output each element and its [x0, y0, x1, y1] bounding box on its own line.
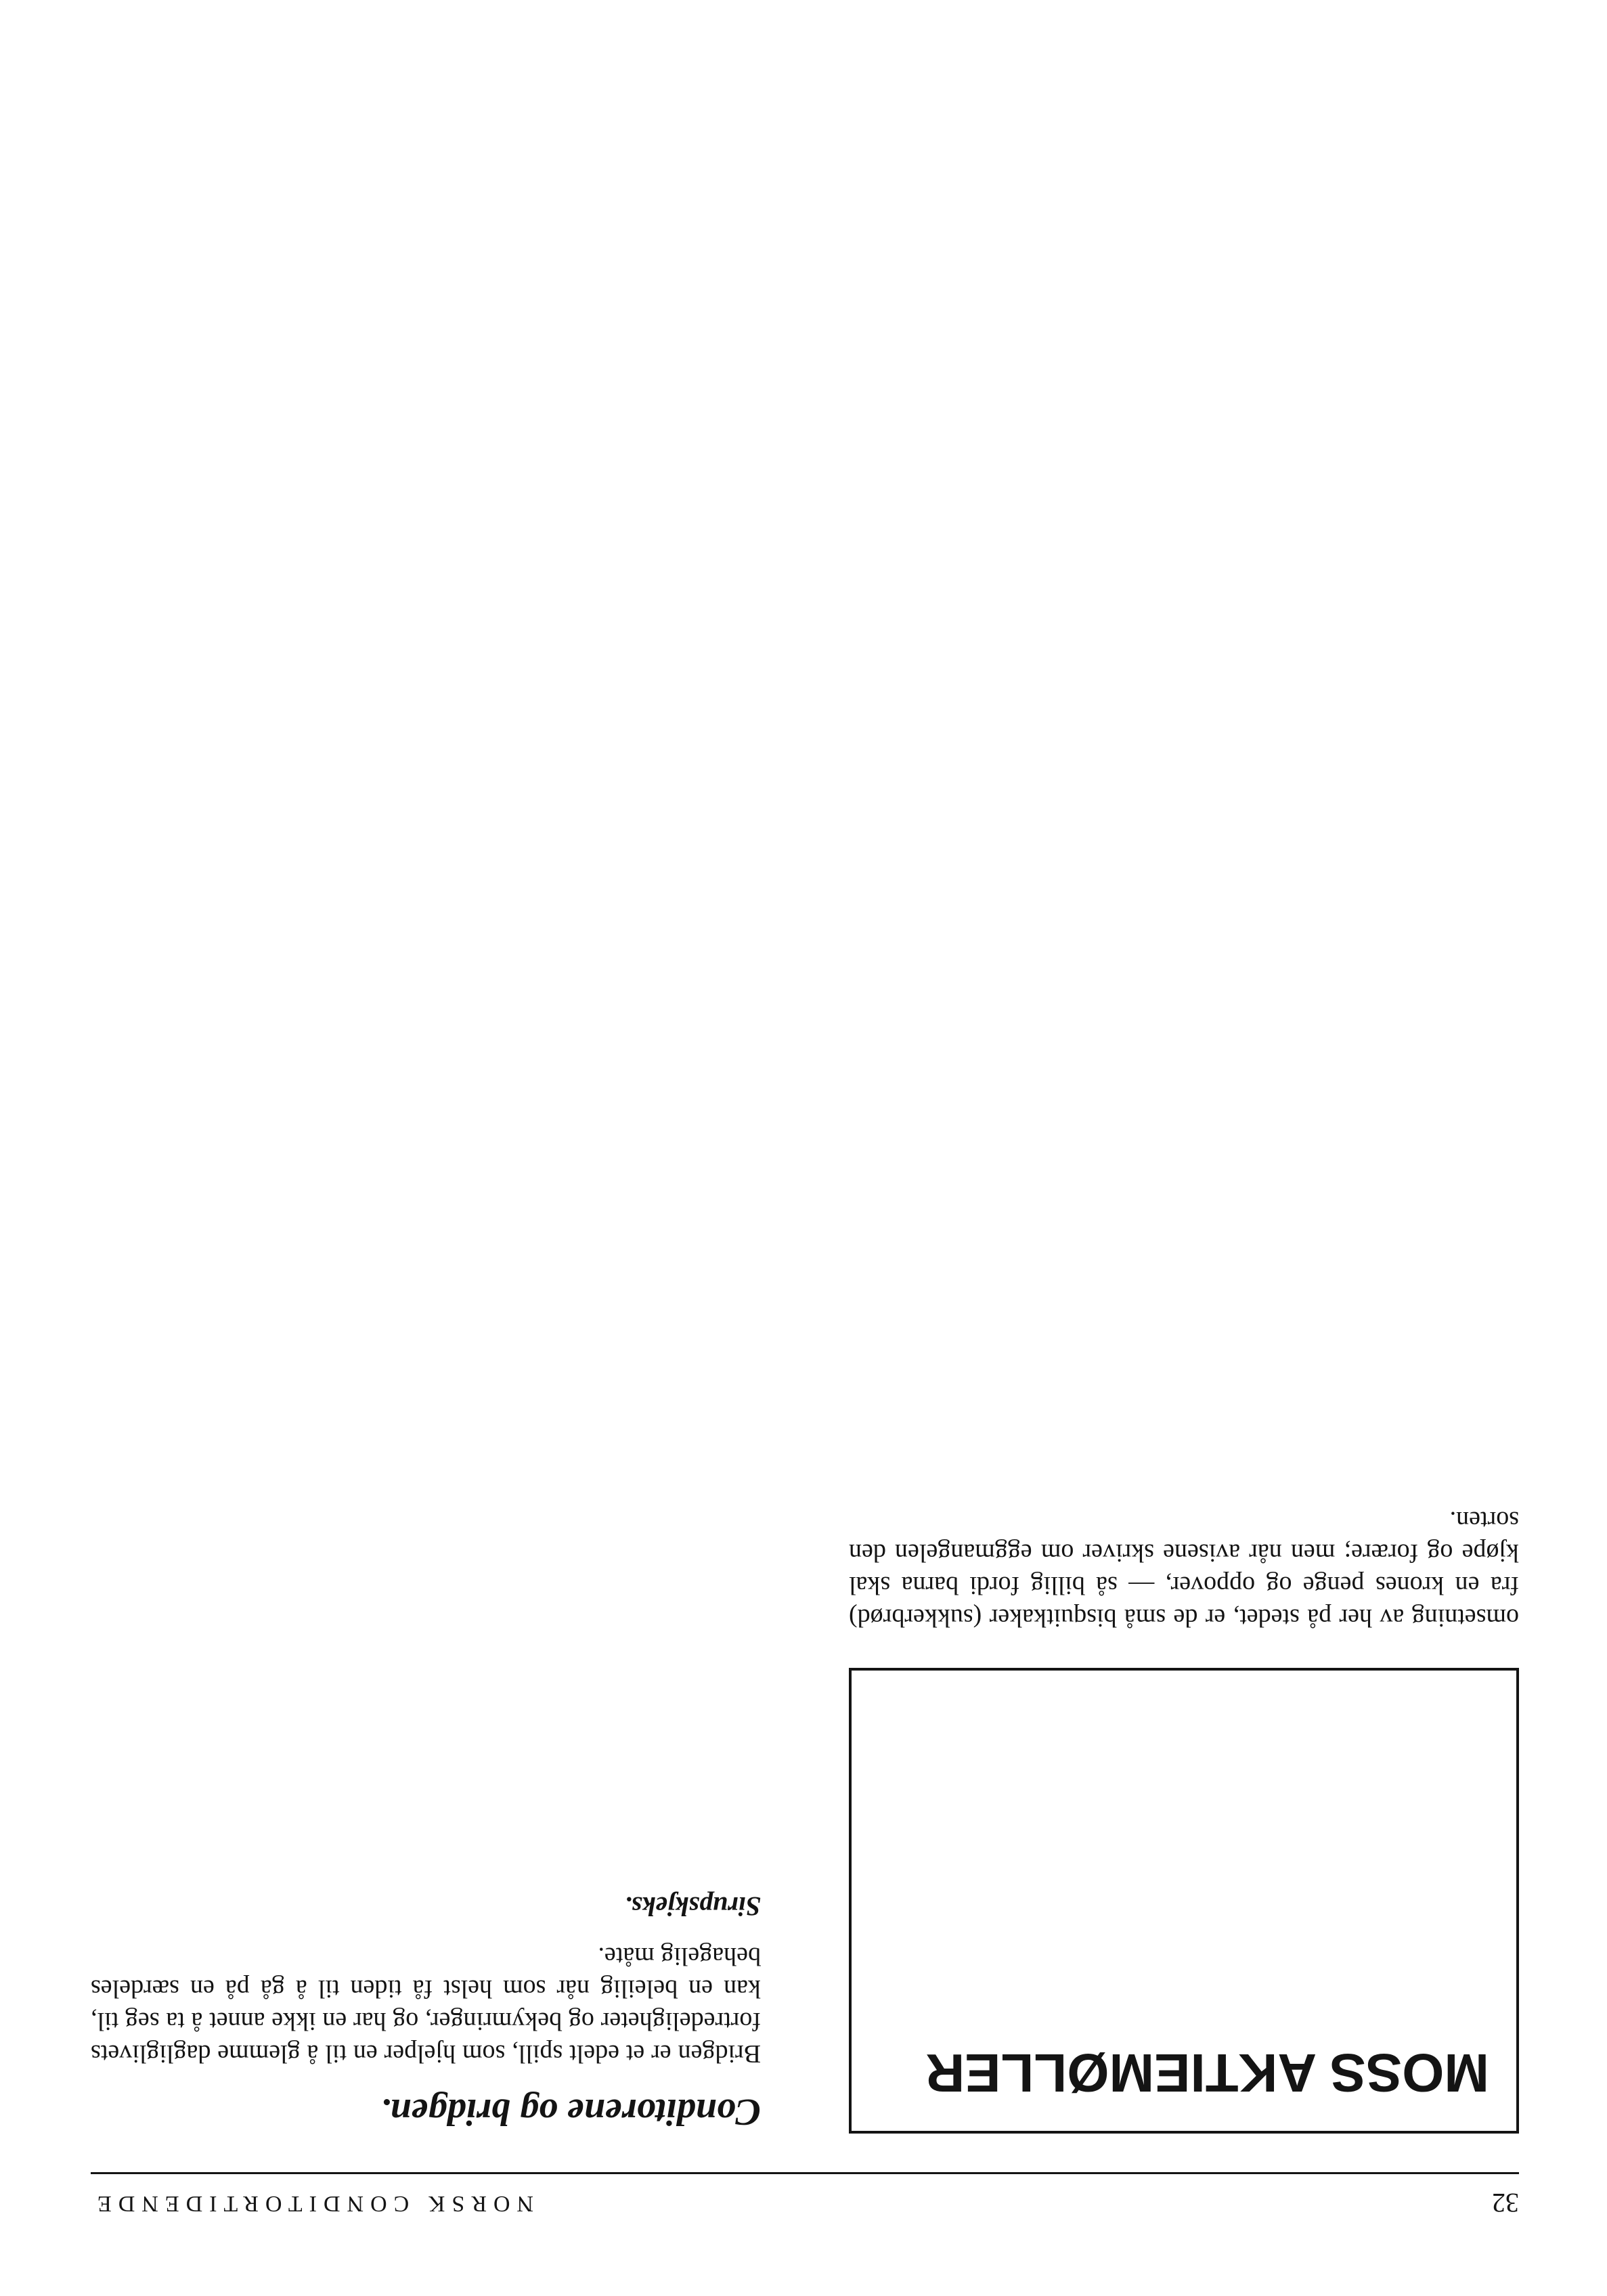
- body-paragraph: omsetning av her på stedet, er de små bisquitkaker (sukkerbrød) fra en krones penge og oppover, — så billig fordi barna skal kjøpe og forære; men når avisene skriver om eggmangelen den sorten.: [849, 1506, 1519, 1632]
- body-paragraph: Bridgen er et edelt spill, som hjelper en til å glemme dagliglivets fortredeligheter og bekymringer, og har en ikke annet å ta seg til, kan en beleilig når som helst få tiden til å gå på en særdeles behagelig måte.: [91, 1942, 761, 2068]
- article-title: Conditorene og bridgen.: [380, 2091, 761, 2133]
- ad-moss-aktiemoller: [849, 1668, 1519, 2134]
- right-column: [91, 1884, 761, 2134]
- recipe-heading: Sirupskjeks.: [624, 1891, 761, 1922]
- page-header: [91, 2172, 1519, 2222]
- page-number: 32: [1492, 2188, 1519, 2218]
- ad-title: MOSS AKTIEMØLLER: [925, 2043, 1489, 2103]
- journal-name: NORSK CONDITORTIDENDE: [91, 2191, 534, 2216]
- left-column: [849, 1495, 1519, 2134]
